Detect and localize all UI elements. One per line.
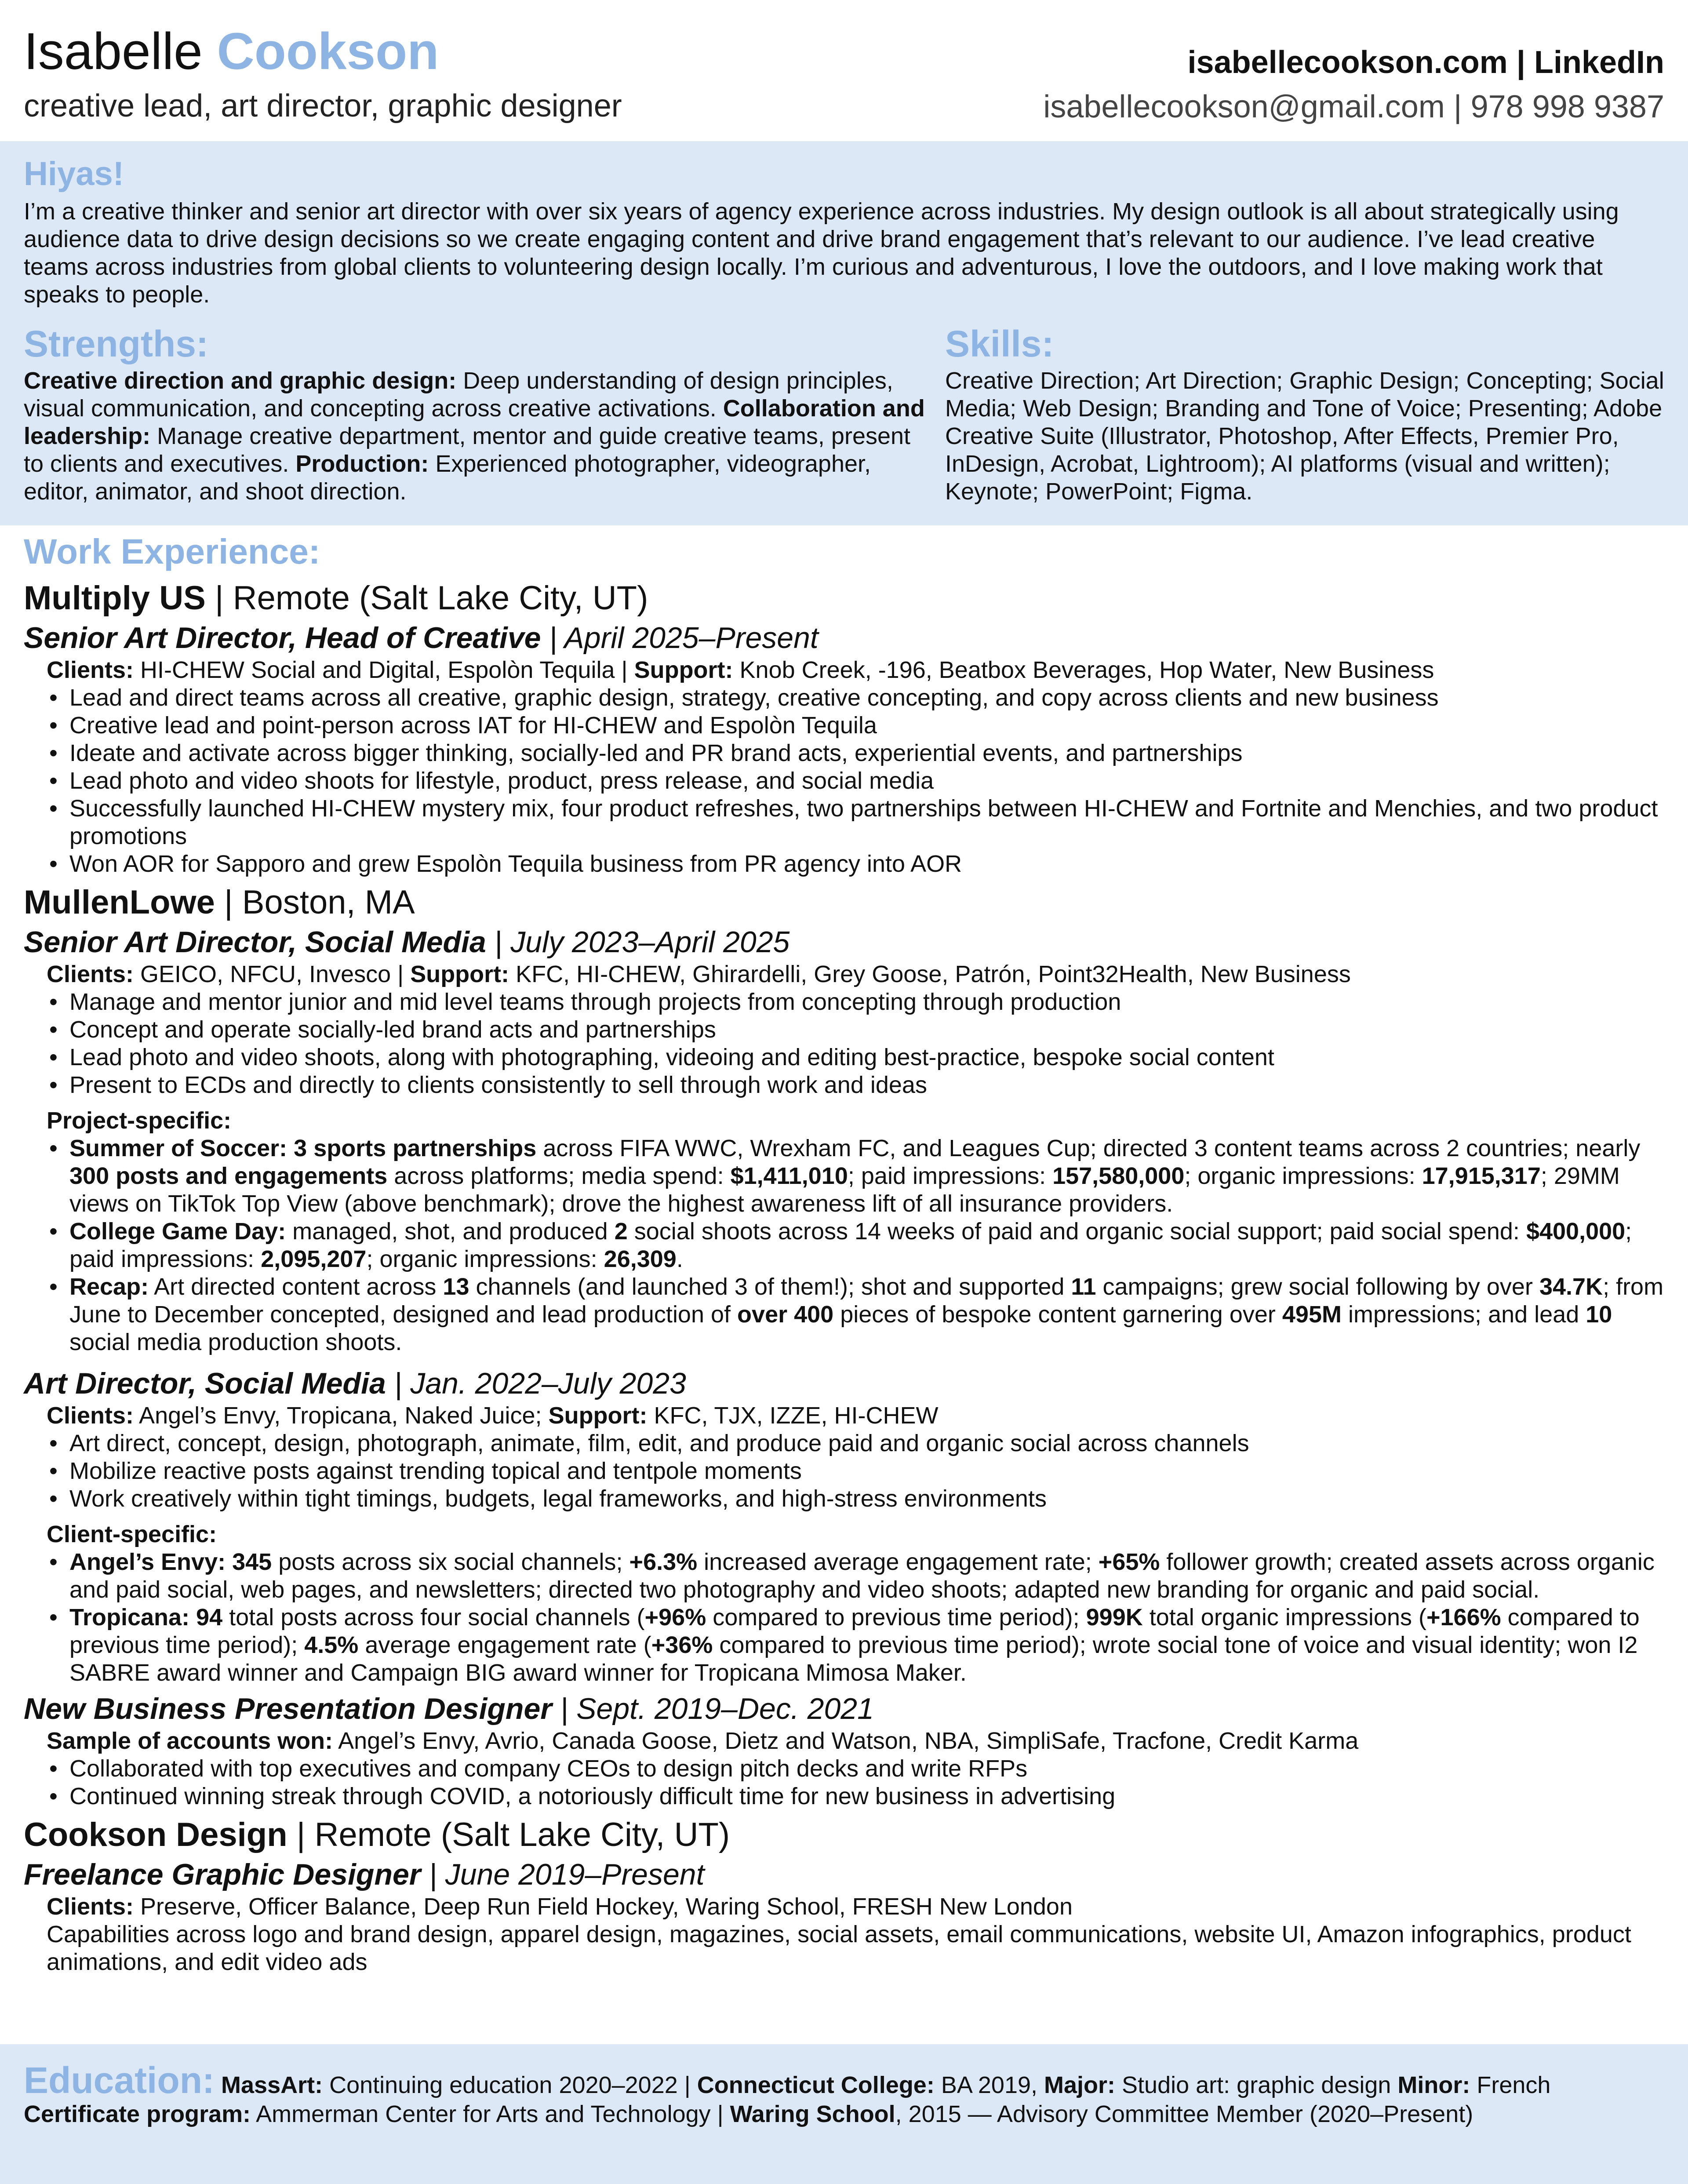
text: . [676, 1246, 683, 1272]
school-label: Waring School [730, 2101, 895, 2127]
role-details [47, 1402, 1668, 1687]
support-label: Support: [410, 961, 509, 987]
strengths-text [24, 367, 925, 506]
role-line [24, 619, 1668, 656]
text: compared to previous time period); [69, 1604, 1640, 1658]
clients-list: HI-CHEW Social and Digital, Espolòn Tequila | [134, 657, 634, 683]
support-list: KFC, HI-CHEW, Ghirardelli, Grey Goose, Patrón, Point32Health, New Business [509, 961, 1351, 987]
separator: | [1453, 89, 1462, 124]
role-dates: | Sept. 2019–Dec. 2021 [552, 1692, 874, 1725]
major-label: Major: [1044, 2072, 1116, 2098]
bold-text: Summer of Soccer: 3 sports partnerships [69, 1135, 537, 1161]
text: social shoots across 14 weeks of paid and organic social support; paid social spend: [627, 1218, 1526, 1245]
bold-text: 17,915,317 [1422, 1163, 1541, 1189]
text: ; organic impressions: [366, 1246, 604, 1272]
role-details [47, 1727, 1668, 1810]
role-title: Senior Art Director, Head of Creative [24, 621, 541, 655]
email-link[interactable]: isabellecookson@gmail.com [1043, 89, 1445, 124]
list-item: • Lead photo and video shoots for lifestyle, product, press release, and social media [47, 767, 1668, 795]
accounts-label: Sample of accounts won: [47, 1728, 333, 1754]
skills-text: Creative Direction; Art Direction; Graphic Design; Concepting; Social Media; Web Design; Branding and Tone of Voice; Presenting; Adobe Creative Suite (Illustrator, Photoshop, After Effects, Premier Pro, InDesign, Acrobat, Lightroom); AI platforms (visual and written); Keynote; PowerPoint; Figma. [945, 368, 1664, 505]
role-line [24, 924, 1668, 961]
bold-text: College Game Day: [69, 1218, 286, 1245]
role-details [47, 656, 1668, 878]
accounts-list: Angel’s Envy, Avrio, Canada Goose, Dietz and Watson, NBA, SimpliSafe, Tracfone, Credit Karma [333, 1728, 1359, 1754]
role-dates: | July 2023–April 2025 [486, 925, 790, 959]
role-title: Freelance Graphic Designer [24, 1858, 421, 1891]
text: Continuing education 2020–2022 | [323, 2072, 697, 2098]
support-label: Support: [548, 1402, 648, 1429]
bold-text: Angel’s Envy: 345 [69, 1549, 272, 1575]
list-item: • Mobilize reactive posts against trending topical and tentpole moments [47, 1457, 1668, 1485]
text: ; paid impressions: [69, 1218, 1632, 1272]
role-details [47, 961, 1668, 1356]
text: impressions; and lead [1341, 1301, 1586, 1328]
strength-label: Collaboration and leadership: [24, 395, 925, 449]
support-list: Knob Creek, -196, Beatbox Beverages, Hop Water, New Business [733, 657, 1434, 683]
support-label: Support: [634, 657, 733, 683]
clients-line [47, 1893, 1668, 1921]
capabilities-text: Capabilities across logo and brand design, apparel design, magazines, social assets, email communications, website UI, Amazon infographics, product animations, and edit video ads [47, 1921, 1631, 1975]
strength-text: Manage creative department, mentor and guide creative teams, present to clients and executives. [24, 423, 911, 477]
role-dates: | Jan. 2022–July 2023 [386, 1367, 686, 1400]
website-link[interactable]: isabellecookson.com [1187, 45, 1508, 80]
list-item: • Ideate and activate across bigger thinking, socially-led and PR brand acts, experiential events, and partnerships [47, 739, 1668, 767]
text: Ammerman Center for Arts and Technology | [251, 2101, 730, 2127]
list-item [47, 1548, 1668, 1604]
bullet-list [47, 1430, 1668, 1513]
support-list: KFC, TJX, IZZE, HI-CHEW [647, 1402, 939, 1429]
text: campaigns; grew social following by over [1096, 1274, 1539, 1300]
skills-heading: Skills: [945, 323, 1054, 364]
role-title: Art Director, Social Media [24, 1367, 386, 1400]
resume-header [0, 0, 1688, 140]
text: total posts across four social channels ( [222, 1604, 645, 1631]
list-item: • Creative lead and point-person across IAT for HI-CHEW and Espolòn Tequila [47, 712, 1668, 739]
candidate-name [24, 22, 439, 80]
text: follower growth; created assets across organic and paid social, web pages, and newsletters; directed two photography and video shoots; adapted new branding for organic and paid social. [69, 1549, 1655, 1603]
bold-text: $400,000 [1526, 1218, 1626, 1245]
role-line [24, 1690, 1668, 1727]
bold-text: 2 [614, 1218, 628, 1245]
bold-text: +6.3% [629, 1549, 698, 1575]
linkedin-link[interactable]: LinkedIn [1534, 45, 1664, 80]
site-links [1188, 47, 1664, 78]
company-location: | Remote (Salt Lake City, UT) [205, 579, 648, 617]
text: BA 2019, [934, 2072, 1044, 2098]
company-line [24, 577, 1668, 619]
bold-text: +166% [1426, 1604, 1501, 1631]
list-item: • Work creatively within tight timings, budgets, legal frameworks, and high-stress environments [47, 1485, 1668, 1513]
role-line [24, 1365, 1668, 1402]
bold-text: +36% [651, 1632, 713, 1658]
client-list [47, 1548, 1668, 1687]
company-line [24, 881, 1668, 924]
strength-label: Production: [295, 451, 429, 477]
list-item: • Successfully launched HI-CHEW mystery mix, four product refreshes, two partnerships between HI-CHEW and Fortnite and Menchies, and two product promotions [47, 795, 1668, 850]
contact-line [1043, 91, 1664, 123]
company-location: | Remote (Salt Lake City, UT) [287, 1816, 730, 1853]
company-name: MullenLowe [24, 884, 215, 921]
intro-text: I’m a creative thinker and senior art director with over six years of agency experience across industries. My design outlook is all about strategically using audience data to drive design decisions so we create engaging content and drive brand engagement that’s relevant to our audience. I’ve lead creative teams across industries from global clients to volunteering design locally. I’m curious and adventurous, I love the outdoors, and I love making work that speaks to people. [24, 198, 1619, 308]
clients-line [47, 961, 1668, 988]
list-item: • Lead photo and video shoots, along with photographing, videoing and editing best-practice, bespoke social content [47, 1044, 1668, 1071]
role-line [24, 1856, 1668, 1893]
accounts-line [47, 1727, 1668, 1755]
text: compared to previous time period); wrote social tone of voice and visual identity; won I2 SABRE award winner and Campaign BIG award winner for Tropicana Mimosa Maker. [69, 1632, 1638, 1686]
list-item [47, 1604, 1668, 1687]
text: across platforms; media spend: [387, 1163, 731, 1189]
text: increased average engagement rate; [697, 1549, 1099, 1575]
text: posts across six social channels; [272, 1549, 629, 1575]
list-item [47, 1218, 1668, 1273]
role-details [47, 1893, 1668, 1976]
text: compared to previous time period); [706, 1604, 1086, 1631]
text: average engagement rate ( [358, 1632, 651, 1658]
strength-text: Deep understanding of design principles, visual communication, and concepting across creative activations. [24, 368, 893, 422]
school-label: MassArt: [221, 2072, 323, 2098]
text: ; 29MM views on TikTok Top View (above benchmark); drove the highest awareness lift of all insurance providers. [69, 1163, 1620, 1217]
company-location: | Boston, MA [215, 884, 415, 921]
school-label: Connecticut College: [697, 2072, 935, 2098]
education-heading: Education: [24, 2060, 215, 2101]
work-experience [24, 534, 1668, 1976]
bold-text: $1,411,010 [730, 1163, 848, 1189]
client-specific-label: Client-specific: [47, 1521, 217, 1547]
project-list [47, 1135, 1668, 1356]
text: ; from June to December concepted, designed and lead production of [69, 1274, 1664, 1328]
text: , 2015 — Advisory Committee Member (2020–Present) [895, 2101, 1473, 2127]
company-name: Cookson Design [24, 1816, 287, 1853]
separator: | [1516, 45, 1525, 80]
bold-text: 11 [1071, 1274, 1096, 1300]
clients-line [47, 1402, 1668, 1430]
bold-text: 300 posts and engagements [69, 1163, 388, 1189]
last-name: Cookson [217, 22, 439, 80]
minor-label: Minor: [1397, 2072, 1470, 2098]
text: total organic impressions ( [1142, 1604, 1426, 1631]
bold-text: Tropicana: 94 [69, 1604, 223, 1631]
company-name: Multiply US [24, 579, 206, 617]
clients-list: Angel’s Envy, Tropicana, Naked Juice; [134, 1402, 549, 1429]
bold-text: 4.5% [304, 1632, 359, 1658]
list-item [47, 1273, 1668, 1356]
bold-text: Recap: [69, 1274, 149, 1300]
list-item: • Concept and operate socially-led brand acts and partnerships [47, 1016, 1668, 1044]
bullet-list [47, 988, 1668, 1099]
bold-text: 10 [1586, 1301, 1612, 1328]
strength-label: Creative direction and graphic design: [24, 368, 457, 394]
clients-label: Clients: [47, 657, 134, 683]
list-item: • Lead and direct teams across all creative, graphic design, strategy, creative concepting, and copy across clients and new business [47, 684, 1668, 712]
text: across FIFA WWC, Wrexham FC, and Leagues Cup; directed 3 content teams across 2 countries; nearly [536, 1135, 1641, 1161]
bold-text: 157,580,000 [1052, 1163, 1185, 1189]
text: Studio art: graphic design [1115, 2072, 1398, 2098]
bullet-list [47, 684, 1668, 878]
bold-text: 495M [1282, 1301, 1342, 1328]
candidate-subtitle: creative lead, art director, graphic designer [24, 88, 622, 124]
bold-text: 2,095,207 [261, 1246, 367, 1272]
clients-list: GEICO, NFCU, Invesco | [134, 961, 411, 987]
text: managed, shot, and produced [286, 1218, 615, 1245]
list-item [47, 1135, 1668, 1218]
clients-label: Clients: [47, 961, 134, 987]
list-item: • Manage and mentor junior and mid level teams through projects from concepting through production [47, 988, 1668, 1016]
role-title: New Business Presentation Designer [24, 1692, 552, 1725]
bold-text: +96% [644, 1604, 706, 1631]
clients-line [47, 656, 1668, 684]
text: ; organic impressions: [1184, 1163, 1422, 1189]
first-name: Isabelle [24, 22, 203, 80]
text: social media production shoots. [69, 1329, 402, 1355]
bold-text: 34.7K [1539, 1274, 1603, 1300]
certificate-label: Certificate program: [24, 2101, 251, 2127]
text: Art directed content across [149, 1274, 443, 1300]
clients-label: Clients: [47, 1402, 134, 1429]
clients-list: Preserve, Officer Balance, Deep Run Field Hockey, Waring School, FRESH New London [134, 1893, 1073, 1920]
text: pieces of bespoke content garnering over [833, 1301, 1282, 1328]
bold-text: +65% [1098, 1549, 1160, 1575]
education-section [24, 2062, 1668, 2129]
project-specific-label: Project-specific: [47, 1107, 232, 1134]
list-item: • Art direct, concept, design, photograph, animate, film, edit, and produce paid and organic social across channels [47, 1430, 1668, 1457]
work-heading: Work Experience: [24, 532, 320, 571]
bold-text: 26,309 [604, 1246, 677, 1272]
text: French [1470, 2072, 1551, 2098]
strengths-heading: Strengths: [24, 323, 208, 364]
phone-number: 978 998 9387 [1470, 89, 1664, 124]
role-dates: | June 2019–Present [421, 1858, 705, 1891]
list-item: • Present to ECDs and directly to clients consistently to sell through work and ideas [47, 1071, 1668, 1099]
list-item: • Continued winning streak through COVID, a notoriously difficult time for new business in advertising [47, 1783, 1668, 1810]
text: ; paid impressions: [848, 1163, 1053, 1189]
intro-heading: Hiyas! [24, 155, 124, 193]
company-line [24, 1814, 1668, 1856]
bold-text: 13 [443, 1274, 469, 1300]
bold-text: over 400 [737, 1301, 834, 1328]
clients-label: Clients: [47, 1893, 134, 1920]
list-item: • Won AOR for Sapporo and grew Espolòn Tequila business from PR agency into AOR [47, 850, 1668, 878]
list-item: • Collaborated with top executives and company CEOs to design pitch decks and write RFPs [47, 1755, 1668, 1783]
bullet-list [47, 1755, 1668, 1810]
role-dates: | April 2025–Present [541, 621, 819, 655]
strength-text: Experienced photographer, videographer, editor, animator, and shoot direction. [24, 451, 871, 505]
text: channels (and launched 3 of them!); shot and supported [469, 1274, 1071, 1300]
bold-text: 999K [1086, 1604, 1143, 1631]
role-title: Senior Art Director, Social Media [24, 925, 486, 959]
